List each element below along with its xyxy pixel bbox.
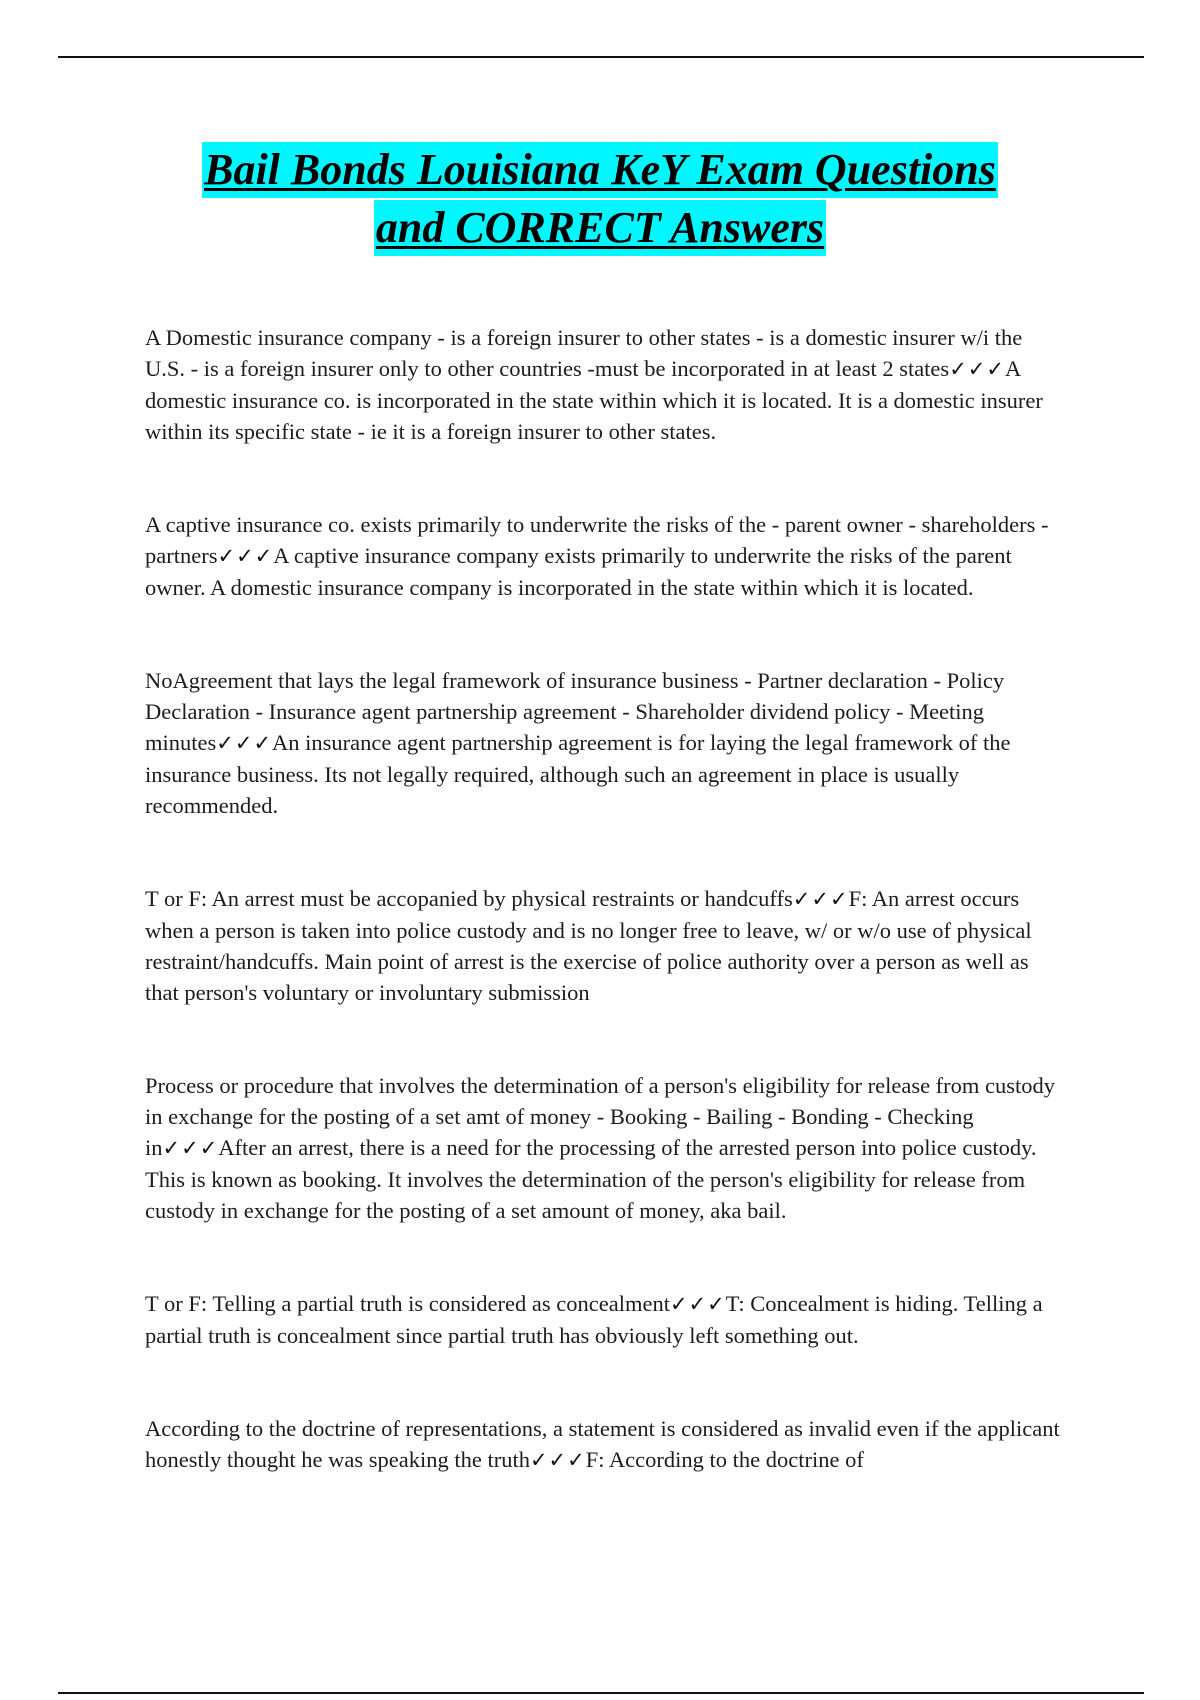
title-line-1: Bail Bonds Louisiana KeY Exam Questions: [202, 142, 998, 198]
question-text: Process or procedure that involves the determination of a person's eligibility for release from custody in exchange for the posting of a set amt of money - Booking - Bailing - Bonding - Checking in: [145, 1073, 1056, 1160]
answer-text: T: Concealment is hiding. Telling a partial truth is concealment since partial truth has obviously left something out.: [145, 1291, 1043, 1348]
checkmark-icon: ✓✓✓: [162, 1136, 219, 1160]
qa-item: [145, 665, 1060, 821]
answer-text: A captive insurance company exists primarily to underwrite the risks of the parent owner. A domestic insurance company is incorporated in the state within which it is located.: [145, 543, 1012, 600]
qa-list: [145, 322, 1060, 1538]
qa-item: [145, 509, 1060, 603]
checkmark-icon: ✓✓✓: [949, 357, 1005, 381]
answer-text: After an arrest, there is a need for the processing of the arrested person into police custody. This is known as booking. It involves the determination of the person's eligibility for release from custody in exchange for the posting of a set amount of money, aka bail.: [145, 1135, 1037, 1223]
header-rule: [58, 56, 1144, 58]
question-text: T or F: An arrest must be accopanied by physical restraints or handcuffs: [145, 886, 793, 911]
footer-rule: [58, 1692, 1144, 1694]
checkmark-icon: ✓✓✓: [217, 544, 274, 568]
qa-item: [145, 883, 1060, 1008]
qa-item: [145, 1288, 1060, 1351]
qa-item: [145, 1413, 1060, 1476]
answer-text: F: An arrest occurs when a person is taken into police custody and is no longer free to leave, w/ or w/o use of physical restraint/handcuffs. Main point of arrest is the exercise of police authority over a person as well as that person's voluntary or involuntary submission: [145, 886, 1032, 1005]
question-text: NoAgreement that lays the legal framework of insurance business - Partner declaration - Policy Declaration - Insurance agent partnership agreement - Shareholder dividend policy - Meeting minutes: [145, 668, 1005, 755]
answer-text: F: According to the doctrine of: [585, 1447, 864, 1472]
answer-text: A domestic insurance co. is incorporated in the state within which it is located. It is a domestic insurer within its specific state - ie it is a foreign insurer to other states.: [145, 356, 1043, 444]
answer-text: An insurance agent partnership agreement is for laying the legal framework of the insurance business. Its not legally required, although such an agreement in place is usually recommended.: [145, 730, 1011, 818]
checkmark-icon: ✓✓✓: [792, 887, 849, 911]
qa-item: [145, 1070, 1060, 1226]
question-text: According to the doctrine of representations, a statement is considered as invalid even if the applicant honestly thought he was speaking the truth: [145, 1416, 1060, 1472]
checkmark-icon: ✓✓✓: [529, 1448, 586, 1472]
question-text: A captive insurance co. exists primarily to underwrite the risks of the - parent owner - shareholders - partners: [145, 512, 1049, 568]
checkmark-icon: ✓✓✓: [669, 1292, 726, 1316]
checkmark-icon: ✓✓✓: [216, 731, 273, 755]
document-title: [60, 142, 1140, 256]
qa-item: [145, 322, 1060, 447]
question-text: A Domestic insurance company - is a foreign insurer to other states - is a domestic insurer w/i the U.S. - is a foreign insurer only to other countries -must be incorporated in at least 2 states: [145, 325, 1023, 381]
title-line-2: and CORRECT Answers: [374, 200, 826, 256]
question-text: T or F: Telling a partial truth is considered as concealment: [145, 1291, 670, 1316]
